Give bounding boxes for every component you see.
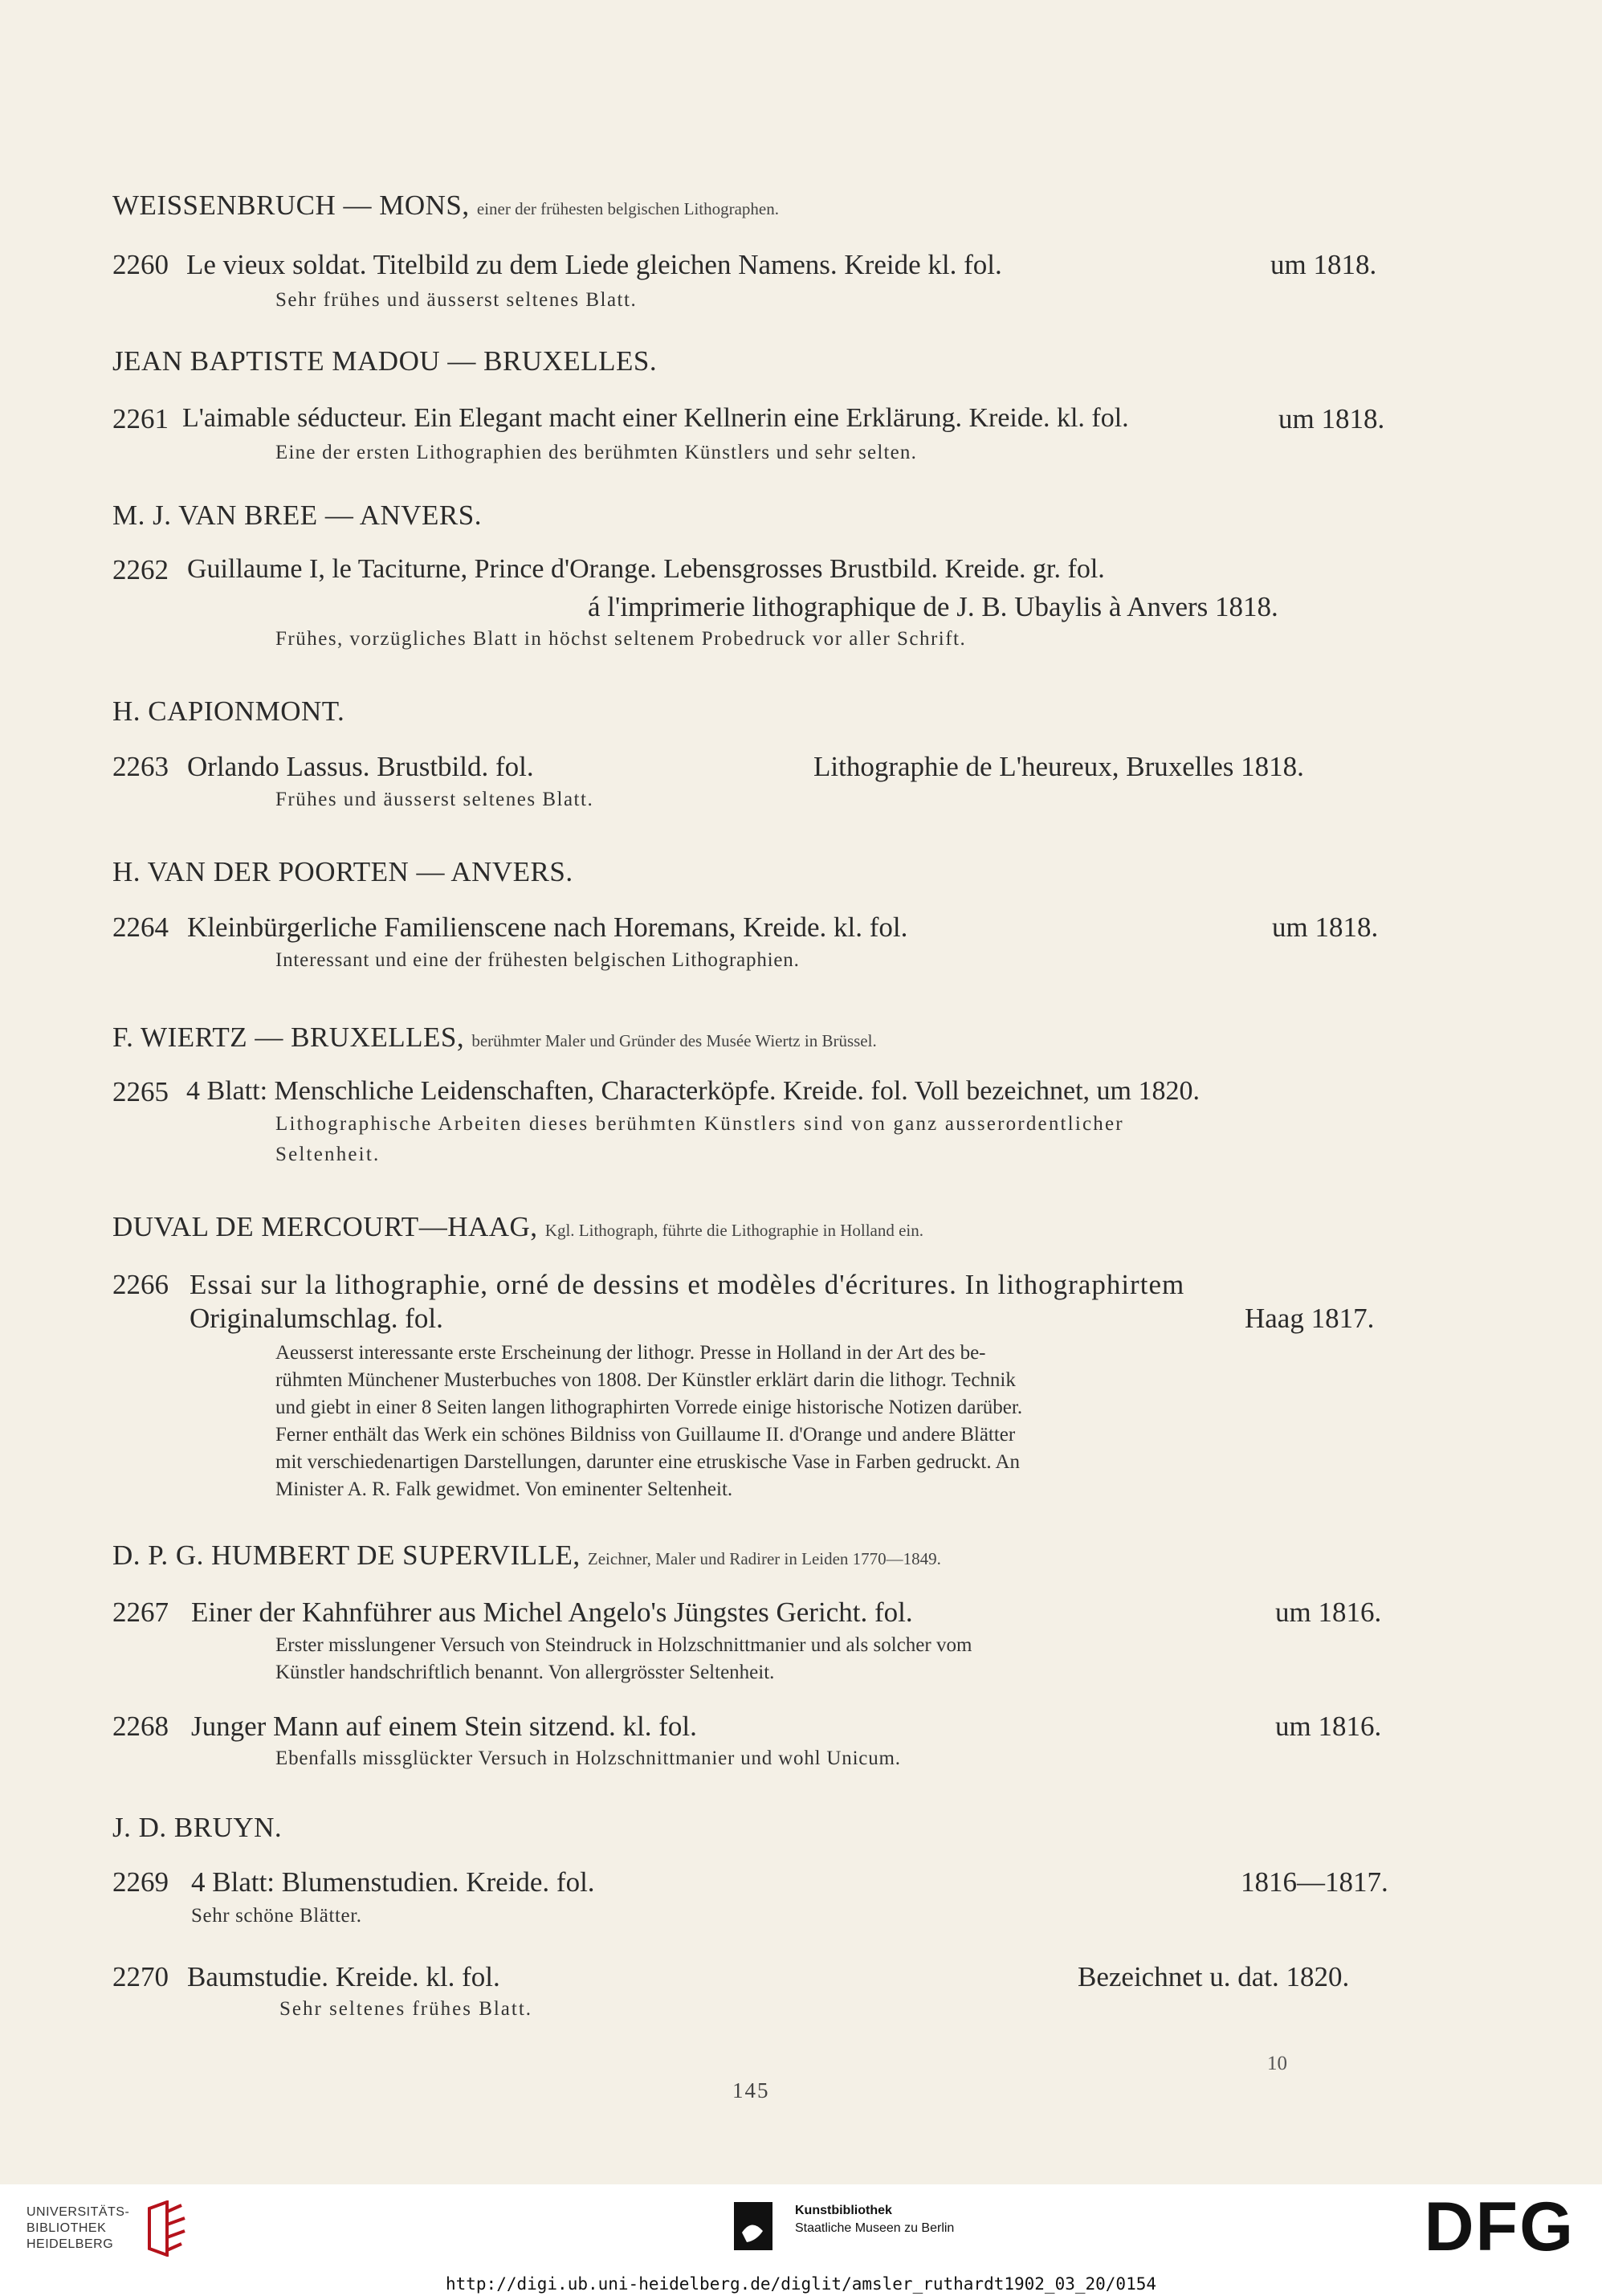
entry-note: Frühes, vorzügliches Blatt in höchst seltenem Probedruck vor aller Schrift. [275,628,967,650]
kunstbibliothek-logo[interactable]: Kunstbibliothek Staatliche Museen zu Berlin [795,2204,955,2235]
entry-note-block: Aeusserst interessante erste Erscheinung der lithogr. Presse in Holland in der Art des be- rühmten Münchener Musterbuches von 1808. Der Künstler erklärt darin die lithogr. Technik und giebt in einer 8 Seiten langen lithographirten Vorrede einige historische Notizen darüber. Ferner enthält das Werk ein schönes Bildniss von Guillaume II. d'Orange und andere Blätter mit verschiedenartigen Darstellungen, darunter eine etruskische Vase in Farben gedruckt. An Minister A. R. Falk gewidmet. Von eminenter Seltenheit. [275,1342,1023,1500]
permalink-url[interactable]: http://digi.ub.uni-heidelberg.de/diglit/amsler_ruthardt1902_03_20/0154 [0,2274,1602,2296]
entry-note: Interessant und eine der frühesten belgischen Lithographien. [275,949,800,971]
artist-heading: D. P. G. HUMBERT DE SUPERVILLE, Zeichner, Maler und Radirer in Leiden 1770—1849. [112,1540,941,1571]
artist-heading: WEISSENBRUCH — MONS, einer der frühesten belgischen Lithographen. [112,190,779,221]
entry-note: Ebenfalls missglückter Versuch in Holzschnittmanier und wohl Unicum. [275,1747,901,1769]
entry-imprint: á l'imprimerie lithographique de J. B. Ubaylis à Anvers 1818. [588,591,1278,622]
artist-heading: M. J. VAN BREE — ANVERS. [112,500,482,531]
signature-mark: 10 [1267,2053,1287,2074]
artist-heading: H. CAPIONMONT. [112,695,345,727]
artist-heading: H. VAN DER POORTEN — ANVERS. [112,856,573,887]
entry-note-block: Erster misslungener Versuch von Steindruck in Holzschnittmanier und als solcher vom Künstler handschriftlich benannt. Von allergrösster Seltenheit. [275,1634,972,1683]
artist-heading: DUVAL DE MERCOURT—HAAG, Kgl. Lithograph, führte die Lithographie in Holland ein. [112,1211,924,1242]
entry-note: Frühes und äusserst seltenes Blatt. [275,789,594,810]
entry-note: Lithographische Arbeiten dieses berühmten Künstlers sind von ganz ausserordentlicher [275,1113,1124,1135]
artist-heading: JEAN BAPTISTE MADOU — BRUXELLES. [112,345,658,377]
entry-note: Sehr frühes und äusserst seltenes Blatt. [275,289,638,311]
footer-bar [0,2184,1602,2274]
heidelberg-emblem-icon [143,2200,190,2257]
entry-note: Eine der ersten Lithographien des berühmten Künstlers und sehr selten. [275,442,918,463]
entry-note: Seltenheit. [275,1144,381,1165]
entry-note: Sehr seltenes frühes Blatt. [279,1998,533,2020]
artist-heading: J. D. BRUYN. [112,1812,283,1843]
kunstbibliothek-emblem-icon [734,2202,772,2250]
page-number: 145 [732,2078,770,2102]
dfg-logo[interactable]: DFG [1424,2188,1575,2265]
entry-note: Sehr schöne Blätter. [191,1905,362,1927]
artist-heading: F. WIERTZ — BRUXELLES, berühmter Maler und Gründer des Musée Wiertz in Brüssel. [112,1022,877,1053]
heidelberg-logo[interactable]: UNIVERSITÄTS- BIBLIOTHEK HEIDELBERG [26,2205,130,2251]
scanned-page: WEISSENBRUCH — MONS, einer der frühesten belgischen Lithographen. 2260 Le vieux soldat. Titelbild zu dem Liede gleichen Namens. Kreide kl. fol. um 1818. Sehr frühes und äusserst seltenes Blatt. JEAN BAPTISTE MADOU — BRUXELLES. 2261 L'aimable séducteur. Ein Elegant macht einer Kellnerin eine Erklärung. Kreide. kl. fol. um 1818. Eine der ersten Lithographien des berühmten Künstlers und sehr selten. M. J. VAN BREE — ANVERS. 2262 Guillaume I, le Taciturne, Prince d'Orange. Lebensgrosses Brustbild. Kreide. gr. fol. á l'imprimerie lithographique de J. B. Ubaylis à Anvers 1818. Frühes, vorzügliches Blatt in höchst seltenem Probedruck vor aller Schrift. H. CAPIONMONT. 2263 Orlando Lassus. Brustbild. fol. Lithographie de L'heureux, Bruxelles 1818. Frühes und äusserst seltenes Blatt. H. VAN DER POORTEN — ANVERS. 2264 Kleinbürgerliche Familienscene nach Horemans, Kreide. kl. fol. um 1818. Interessant und eine der frühesten belgischen Lithographien. F. WIERTZ — BRUXELLES, berühmter Maler und Gründer des Musée Wiertz in Brüssel. 2265 4 Blatt: Menschliche Leidenschaften, Characterköpfe. Kreide. fol. Voll bezeichnet, um 1820. Lithographische Arbeiten dieses berühmten Künstlers sind von ganz ausserordentlicher Seltenheit. DUVAL DE MERCOURT—HAAG, Kgl. Lithograph, führte die Lithographie in Holland ein. 2266 Essai sur la lithographie, orné de dessins et modèles d'écritures. In lithographirtem Originalumschlag. fol. Haag 1817. Aeusserst interessante erste Erscheinung der lithogr. Presse in Holland in der Art des be- rühmten Münchener Musterbuches von 1808. Der Künstler erklärt darin die lithogr. Technik und giebt in einer 8 Seiten langen lithographirten Vorrede einige historische Notizen darüber. Ferner enthält das Werk ein schönes Bildniss von Guillaume II. d'Orange und andere Blätter mit verschiedenartigen Darstellungen, darunter eine etruskische Vase in Farben gedruckt. An Minister A. R. Falk gewidmet. Von eminenter Seltenheit. D. P. G. HUMBERT DE SUPERVILLE, Zeichner, Maler und Radirer in Leiden 1770—1849. 2267 Einer der Kahnführer aus Michel Angelo's Jüngstes Gericht. fol. um 1816. Erster misslungener Versuch von Steindruck in Holzschnittmanier und als solcher vom Künstler handschriftlich benannt. Von allergrösster Seltenheit. 2268 Junger Mann auf einem Stein sitzend. kl. fol. um 1816. Ebenfalls missglückter Versuch in Holzschnittmanier und wohl Unicum. J. D. BRUYN. 2269 4 Blatt: Blumenstudien. Kreide. fol. 1816—1817. Sehr schöne Blätter. 2270 Baumstudie. Kreide. kl. fol. Bezeichnet u. dat. 1820. Sehr seltenes frühes Blatt. 10 145 [0,0,1602,2184]
